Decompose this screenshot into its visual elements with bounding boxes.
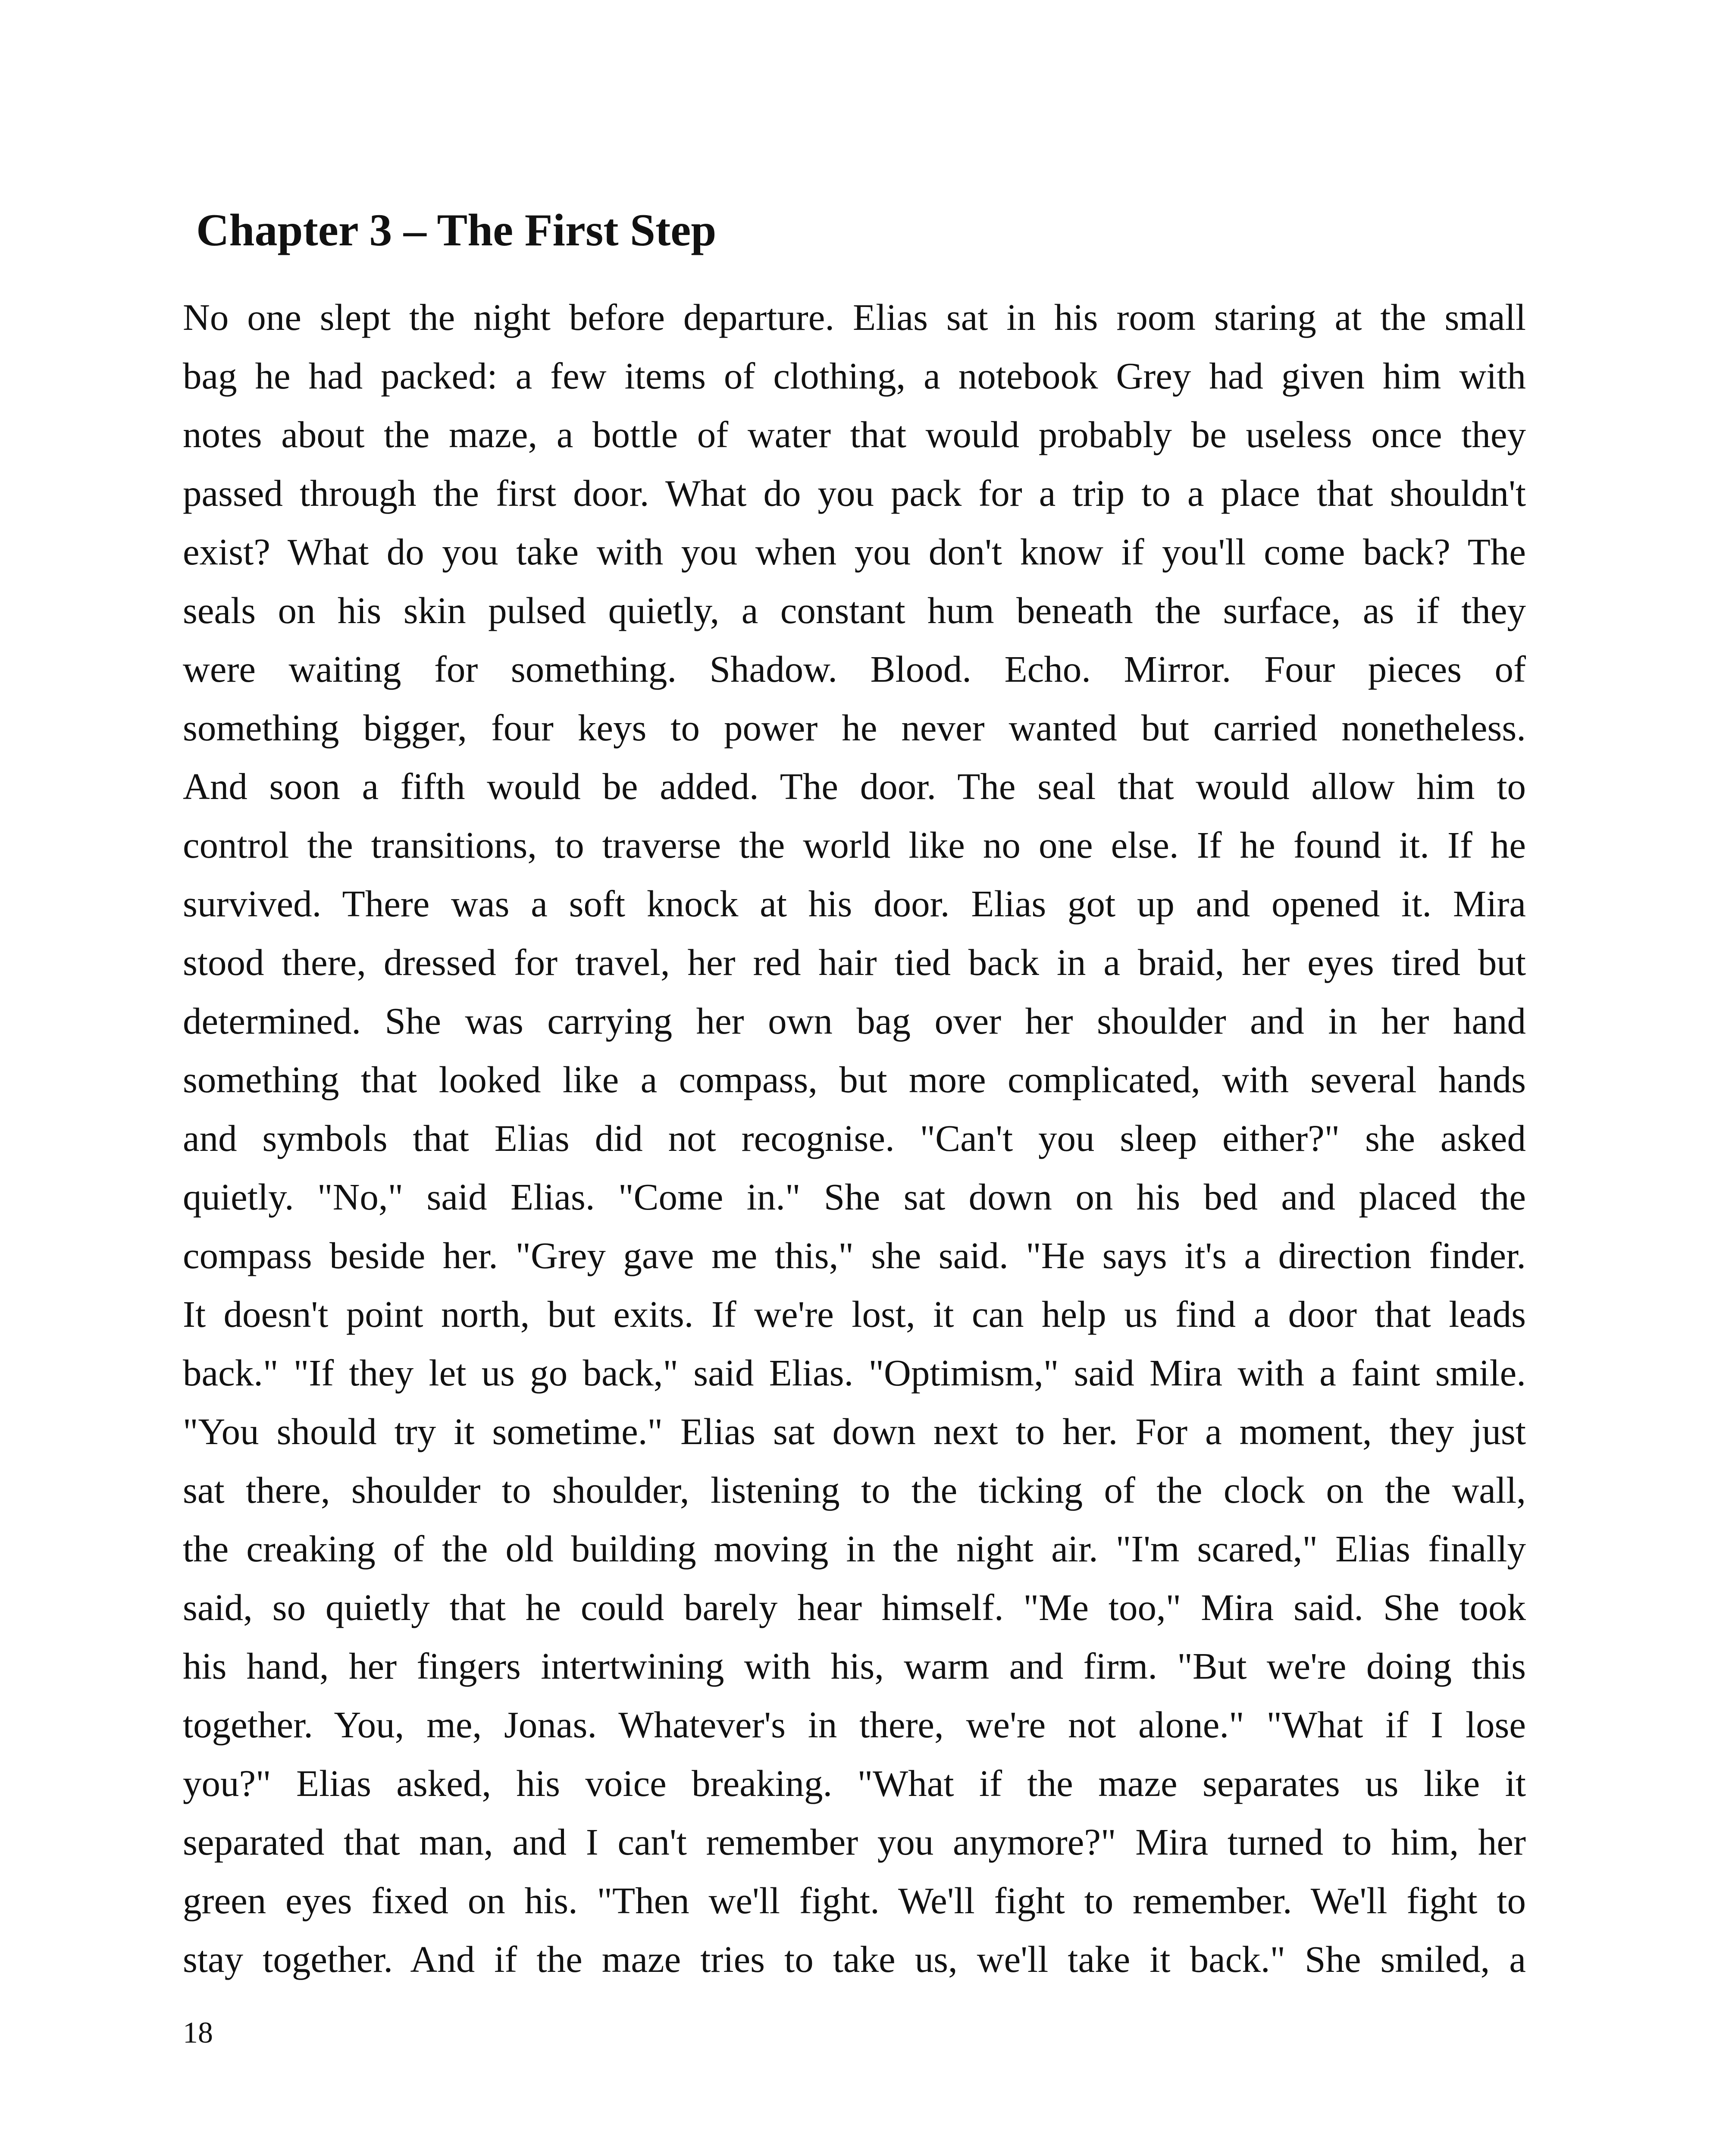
text-line: separated that man, and I can't remember you anymore?" Mira turned to him, her (183, 1821, 1526, 1863)
page-number: 18 (183, 2016, 213, 2049)
text-line: stay together. And if the maze tries to take us, we'll take it back." She smiled, a (183, 1938, 1526, 1980)
text-line: and symbols that Elias did not recognise. "Can't you sleep either?" she asked (183, 1117, 1526, 1159)
text-line: compass beside her. "Grey gave me this," she said. "He says it's a direction finder. (183, 1235, 1526, 1276)
text-line: No one slept the night before departure. Elias sat in his room staring at the small (183, 296, 1526, 338)
text-line: passed through the first door. What do you pack for a trip to a place that shouldn't (183, 472, 1526, 514)
text-line: back." "If they let us go back," said Elias. "Optimism," said Mira with a faint smile. (183, 1352, 1526, 1394)
text-line: quietly. "No," said Elias. "Come in." She sat down on his bed and placed the (183, 1176, 1526, 1218)
chapter-title: Chapter 3 – The First Step (196, 205, 717, 255)
text-line: something bigger, four keys to power he never wanted but carried nonetheless. (183, 707, 1526, 749)
text-line: something that looked like a compass, but more complicated, with several hands (183, 1059, 1526, 1100)
text-line: said, so quietly that he could barely hear himself. "Me too," Mira said. She took (183, 1586, 1526, 1628)
text-line: And soon a fifth would be added. The door. The seal that would allow him to (183, 765, 1526, 807)
text-line: "You should try it sometime." Elias sat down next to her. For a moment, they just (183, 1410, 1526, 1452)
text-line: bag he had packed: a few items of clothing, a notebook Grey had given him with (183, 355, 1526, 397)
text-line: you?" Elias asked, his voice breaking. "What if the maze separates us like it (183, 1762, 1526, 1804)
text-line: together. You, me, Jonas. Whatever's in there, we're not alone." "What if I lose (183, 1704, 1526, 1745)
text-line: determined. She was carrying her own bag over her shoulder and in her hand (183, 1000, 1526, 1042)
text-line: control the transitions, to traverse the world like no one else. If he found it. If he (183, 824, 1526, 866)
text-line: notes about the maze, a bottle of water that would probably be useless once they (183, 414, 1526, 455)
text-line: were waiting for something. Shadow. Blood. Echo. Mirror. Four pieces of (183, 648, 1526, 690)
text-line: his hand, her fingers intertwining with his, warm and firm. "But we're doing this (183, 1645, 1526, 1687)
text-line: the creaking of the old building moving in the night air. "I'm scared," Elias finally (183, 1528, 1526, 1570)
text-line: seals on his skin pulsed quietly, a constant hum beneath the surface, as if they (183, 589, 1526, 631)
text-line: green eyes fixed on his. "Then we'll fight. We'll fight to remember. We'll fight to (183, 1880, 1526, 1921)
chapter-body-text (183, 288, 1526, 1989)
text-line: survived. There was a soft knock at his door. Elias got up and opened it. Mira (183, 883, 1526, 924)
text-line: sat there, shoulder to shoulder, listening to the ticking of the clock on the wall, (183, 1469, 1526, 1511)
text-line: It doesn't point north, but exits. If we're lost, it can help us find a door that leads (183, 1293, 1526, 1335)
text-line: stood there, dressed for travel, her red hair tied back in a braid, her eyes tired but (183, 941, 1526, 983)
text-line: exist? What do you take with you when you don't know if you'll come back? The (183, 531, 1526, 573)
